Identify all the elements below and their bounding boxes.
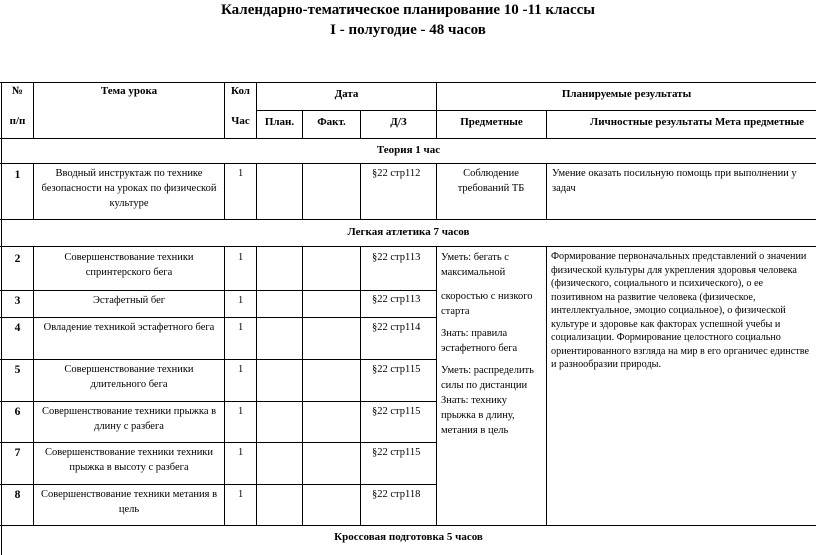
row-hours: 1	[238, 252, 244, 263]
header-topic: Тема урока	[100, 85, 158, 97]
row-hw: §22 стр115	[372, 447, 421, 458]
header-date: Дата	[334, 88, 359, 100]
section-title: Легкая атлетика 7 часов	[347, 226, 470, 238]
row-hours: 1	[238, 168, 244, 179]
header-hw: Д/З	[390, 116, 407, 128]
athletics-personal-text: Формирование первоначальных представлений о значении физической культуры для укрепления здоровья человека (физического, социального и психического), о ее позитивном на развитие человека (физическое, интеллектуальное, эмоцио социальное), о физической культуре и здоровье как факторах успешной учебы и социализации. Формирование целостного социально ориентированного взгляда на мир в его органичес единстве и разнообразии природы.	[551, 251, 809, 370]
athletics-subject-text: Знать: технику прыжка в длину, метания в цель	[441, 395, 515, 436]
row-personal: Умение оказать посильную помощь при выполнении у задач	[552, 168, 797, 194]
row-hw: §22 стр113	[372, 252, 421, 263]
row-topic: Совершенствование техники длительного бега	[64, 364, 194, 390]
page-title: Календарно-тематическое планирование 10 -11 классы	[220, 2, 596, 18]
row-hw: §22 стр113	[372, 294, 421, 305]
row-hours: 1	[238, 489, 244, 500]
row-hours: 1	[238, 364, 244, 375]
row-hours: 1	[238, 322, 244, 333]
row-num: 5	[14, 364, 21, 376]
header-qty-line1: Кол	[231, 85, 250, 97]
athletics-subject-text: скоростью с низкого старта	[441, 291, 533, 317]
row-hours: 1	[238, 295, 244, 306]
row-hours: 1	[238, 406, 244, 417]
header-subject: Предметные	[460, 116, 523, 128]
row-num: 6	[14, 406, 21, 418]
row-topic: Совершенствование техники техники прыжка в высоту с разбега	[44, 447, 214, 473]
section-title: Теория 1 час	[376, 144, 441, 156]
row-num: 2	[14, 253, 21, 265]
row-num: 7	[14, 447, 21, 459]
header-results: Планируемые результаты	[561, 88, 692, 100]
header-num-line1: №	[11, 85, 24, 97]
row-topic: Совершенствование техники прыжка в длину с разбега	[41, 406, 217, 432]
row-subject: Соблюдение требований ТБ	[457, 168, 525, 194]
row-topic: Вводный инструктаж по технике безопасности на уроках по физической культуре	[41, 168, 217, 209]
header-num-line2: п/п	[9, 115, 26, 127]
row-hw: §22 стр115	[372, 406, 421, 417]
header-plan: План.	[264, 116, 295, 128]
row-num: 3	[14, 295, 21, 307]
page-subtitle: I - полугодие - 48 часов	[330, 22, 486, 38]
row-hw: §22 стр112	[372, 168, 421, 179]
row-num: 8	[14, 489, 21, 501]
row-num: 1	[14, 169, 21, 181]
row-hours: 1	[238, 447, 244, 458]
athletics-subject-text: Знать: правила эстафетного бега	[441, 328, 518, 354]
header-personal: Личностные результаты Мета предметные	[590, 116, 805, 128]
row-hw: §22 стр118	[372, 489, 421, 500]
header-fact: Факт.	[317, 116, 346, 128]
row-hw: §22 стр115	[372, 364, 421, 375]
athletics-subject-text: Уметь: распределить силы по дистанции	[441, 365, 534, 391]
row-topic: Совершенствование техники спринтерского бега	[64, 252, 194, 278]
row-num: 4	[14, 322, 21, 334]
row-topic: Эстафетный бег	[92, 295, 166, 306]
row-hw: §22 стр114	[372, 322, 421, 333]
section-title: Кроссовая подготовка 5 часов	[334, 531, 483, 543]
row-topic: Совершенствование техники метания в цель	[40, 489, 218, 515]
row-topic: Овладение техникой эстафетного бега	[43, 322, 215, 333]
header-qty-line2: Час	[231, 115, 250, 127]
athletics-subject-text: Уметь: бегать с максимальной	[441, 252, 509, 278]
